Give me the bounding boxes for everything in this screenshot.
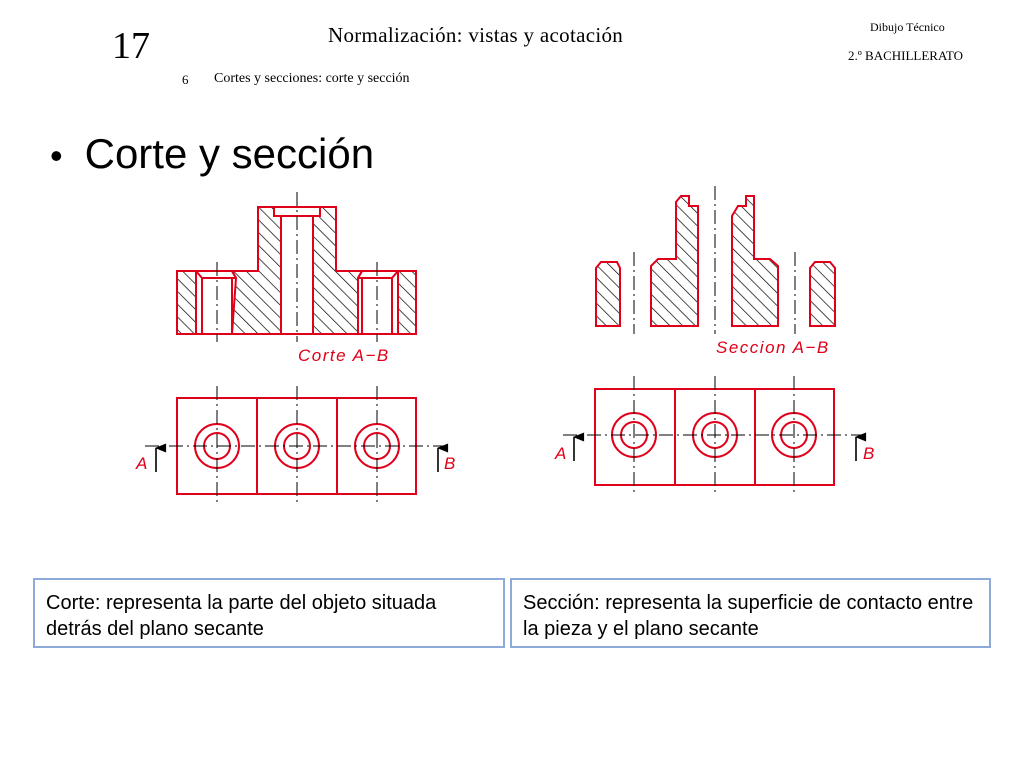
seccion-plan-axes [563,376,866,496]
corte-plan-axes [145,386,448,506]
section-number: 6 [182,72,189,87]
corte-definition-text: Corte: representa la parte del objeto situada detrás del plano secante [46,592,437,640]
corte-right-block [398,271,416,334]
course-label: 2.º BACHILLERATO [848,48,964,63]
bullet-icon: • [50,135,63,176]
corte-plane-label-a: A [136,454,148,473]
seccion-piece-1 [596,262,620,326]
seccion-definition-box [510,578,991,648]
seccion-plane-label-b: B [863,444,875,463]
section-title: Cortes y secciones: corte y sección [214,71,410,86]
seccion-label: Seccion A−B [716,338,830,357]
seccion-definition-text: Sección: representa la superficie de contacto entre la pieza y el plano secante [523,592,974,640]
subject-label: Dibujo Técnico [870,20,945,34]
seccion-piece-2 [651,196,698,326]
seccion-plane-label-a: A [555,444,567,463]
seccion-piece-4 [810,262,835,326]
corte-plane-label-b: B [444,454,456,473]
heading-text: Corte y sección [84,130,375,177]
corte-definition-box [33,578,505,648]
unit-title: Normalización: vistas y acotación [328,23,624,47]
corte-label: Corte A−B [298,346,390,365]
corte-left-block [177,271,196,334]
seccion-piece-3 [732,196,778,326]
unit-number: 17 [112,25,150,67]
